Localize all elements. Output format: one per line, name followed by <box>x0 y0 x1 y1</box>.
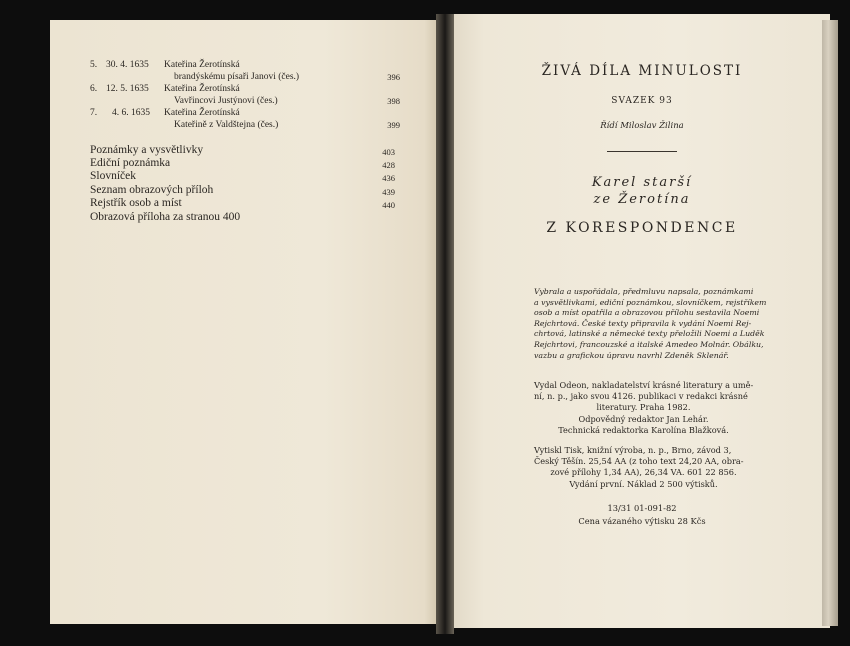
toc-section-entry <box>90 143 395 157</box>
letter-sender: Kateřina Žerotínská <box>164 108 240 118</box>
letter-date: 12. 5. 1635 <box>106 84 149 94</box>
volume-number: SVAZEK 93 <box>611 96 673 106</box>
credits-line: Vybrala a uspořádala, předmluvu napsala, poznámkami <box>534 287 754 296</box>
page-number: 398 <box>387 96 400 106</box>
book-gutter <box>436 14 454 634</box>
toc-section-entry <box>90 210 395 224</box>
page-number: 436 <box>382 173 395 183</box>
credits-line: osob a míst opatřila a obrazovou přílohu sestavila Noemi <box>534 308 760 318</box>
publisher-line: Vydal Odeon, nakladatelství krásné literatury a umě- <box>534 380 754 390</box>
publisher-line: ní, n. p., jako svou 4126. publikaci v redakci krásné <box>534 391 748 402</box>
page-edge <box>822 20 838 626</box>
credits-line: Rejchrtová. České texty připravila k vydání Noemi Rej- <box>534 318 752 328</box>
letter-recipient: Kateřině z Valdštejna (čes.) <box>174 120 279 130</box>
credits-line: a vysvětlivkami, ediční poznámkou, slovníčkem, rejstříkem <box>534 297 767 307</box>
printer-line: Český Těšín. 25,54 AA (z toho text 24,20 AA, obra- <box>534 456 744 467</box>
divider <box>607 151 677 152</box>
page-number: 428 <box>382 160 395 170</box>
catalog-code: 13/31 01-091-82 <box>607 503 677 513</box>
letter-sender: Kateřina Žerotínská <box>164 84 240 94</box>
toc-section-entry <box>90 156 395 170</box>
page-number: 439 <box>382 187 395 197</box>
page-number: 403 <box>382 147 395 157</box>
section-title: Seznam obrazových příloh <box>90 184 214 196</box>
author-name-line1: Karel starší <box>591 175 693 190</box>
toc-section-entry <box>90 196 395 210</box>
section-title: Obrazová příloha za stranou 400 <box>90 211 241 223</box>
letter-recipient: brandýskému písaři Janovi (čes.) <box>174 72 300 82</box>
publisher-line: Odpovědný redaktor Jan Lehár. <box>578 413 709 424</box>
toc-letter-entry <box>90 83 400 106</box>
credits-line: Rejchrtovi, francouzské a italské Amedeo Molnár. Obálku, <box>534 339 764 349</box>
publisher-line: Technická redaktorka Karolína Blažková. <box>558 424 729 435</box>
section-title: Rejstřík osob a míst <box>90 197 182 209</box>
series-title: ŽIVÁ DÍLA MINULOSTI <box>541 63 743 79</box>
credits-line: chrtová, latinské a německé texty přeložili Noemi a Luděk <box>534 329 765 339</box>
series-editor: Řídí Miloslav Žilina <box>600 121 684 131</box>
section-title: Slovníček <box>90 170 136 182</box>
toc-letter-entry <box>90 59 400 82</box>
price: Cena vázaného výtisku 28 Kčs <box>578 516 706 526</box>
publisher-line: literatury. Praha 1982. <box>596 402 691 413</box>
letter-number: 6. <box>90 84 98 94</box>
toc-section-entry <box>90 169 395 183</box>
letter-number: 5. <box>90 60 98 70</box>
publisher-paragraph <box>534 380 753 436</box>
letter-date: 30. 4. 1635 <box>106 60 149 70</box>
page-number: 396 <box>387 72 400 82</box>
credits-paragraph <box>534 287 767 361</box>
letter-recipient: Vavřincovi Justýnovi (čes.) <box>174 96 278 106</box>
printer-line: Vydání první. Náklad 2 500 výtisků. <box>569 478 718 489</box>
printer-line: Vytiskl Tisk, knižní výroba, n. p., Brno, závod 3, <box>534 445 732 455</box>
section-title: Poznámky a vysvětlivky <box>90 144 204 156</box>
page-number: 399 <box>387 120 400 130</box>
printer-paragraph <box>534 445 753 490</box>
section-title: Ediční poznámka <box>90 157 171 169</box>
printer-line: zové přílohy 1,34 AA), 26,34 VA. 601 22 856. <box>550 467 737 478</box>
toc-letter-entry <box>90 107 400 130</box>
author-name-line2: ze Žerotína <box>593 192 691 207</box>
letter-number: 7. <box>90 108 98 118</box>
page-number: 440 <box>382 200 395 210</box>
credits-line: vazbu a grafickou úpravu navrhl Zdeněk Sklenář. <box>534 350 729 360</box>
letter-sender: Kateřina Žerotínská <box>164 60 240 70</box>
toc-section-entry <box>90 183 395 197</box>
letter-date: 4. 6. 1635 <box>112 108 150 118</box>
book-title: Z KORESPONDENCE <box>546 220 738 236</box>
